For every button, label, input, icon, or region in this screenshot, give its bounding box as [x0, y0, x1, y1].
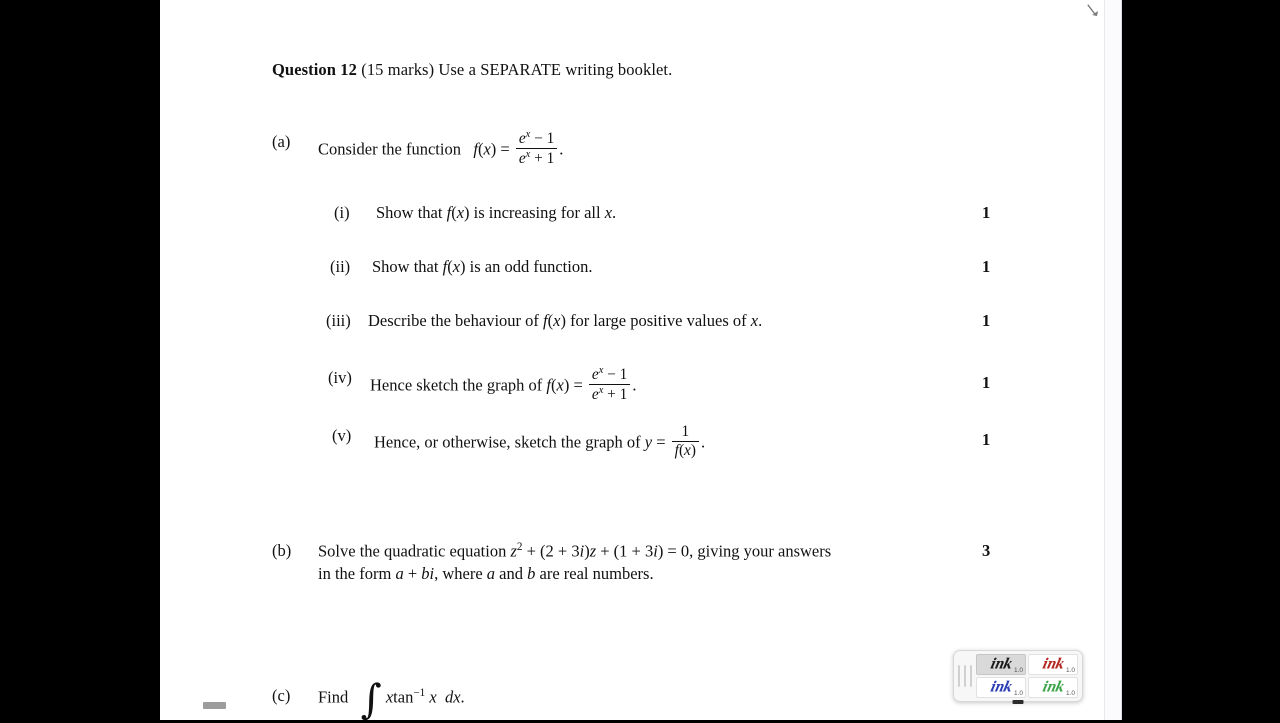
marks-a-i: 1	[982, 203, 991, 222]
part-a-v-label: (v)	[332, 426, 352, 445]
part-c	[272, 674, 465, 723]
part-a-iv-label: (iv)	[328, 368, 352, 387]
ink-swatch-blue-size: 1.0	[1013, 689, 1023, 697]
part-a-ii	[330, 257, 592, 277]
ink-swatch-green-size: 1.0	[1065, 689, 1075, 697]
marks-b: 3	[982, 541, 991, 560]
ink-swatch-black-size: 1.0	[1013, 666, 1023, 674]
part-b-line2-text: in the form a + bi, where a and b are real numbers.	[318, 564, 654, 583]
ink-swatch-red[interactable]	[1028, 654, 1078, 675]
marks-a-iii: 1	[982, 311, 991, 330]
part-a-i-label: (i)	[334, 203, 350, 222]
cursor-icon	[1086, 2, 1102, 20]
question-heading	[272, 60, 672, 80]
part-b-line2	[318, 564, 654, 584]
question-heading-rest: (15 marks) Use a SEPARATE writing booklet.	[361, 60, 673, 79]
part-a-iii-label: (iii)	[326, 311, 351, 330]
integral-icon: ∫	[360, 674, 382, 723]
document-page	[160, 0, 1104, 723]
part-a-v-text: Hence, or otherwise, sketch the graph of y = $\frac{1}{f(x)}$ .	[374, 423, 706, 460]
ink-swatch-red-label: ink	[1040, 655, 1066, 673]
part-a-ii-text: Show that f(x) is an odd function.	[372, 257, 593, 276]
part-a-label: (a)	[272, 132, 291, 151]
part-a-text: Consider the function f(x) = $\frac{e^x - 1}{e^x + 1}$ .	[318, 129, 564, 168]
question-heading-bold: Question 12	[272, 60, 357, 79]
question-content	[160, 0, 1104, 723]
part-c-label: (c)	[272, 686, 291, 705]
part-b	[272, 541, 831, 562]
marks-a-iv: 1	[982, 373, 991, 392]
part-a-iii	[326, 311, 762, 331]
part-a-i	[334, 203, 616, 223]
part-a-iv	[328, 365, 637, 405]
ink-swatch-green-label: ink	[1040, 678, 1066, 696]
part-a-iii-text: Describe the behaviour of f(x) for large positive values of x.	[368, 311, 763, 330]
part-c-text: Find ∫ xtan$^{-1}$ x dx.	[318, 674, 465, 723]
part-a	[272, 129, 564, 169]
ink-swatch-blue-label: ink	[988, 678, 1014, 696]
ink-swatch-red-size: 1.0	[1065, 666, 1075, 674]
ink-swatch-black[interactable]	[976, 654, 1026, 675]
part-a-ii-label: (ii)	[330, 257, 351, 276]
part-a-iv-text: Hence sketch the graph of f(x) = $\frac{e^x - 1}{e^x + 1}$ .	[370, 365, 637, 404]
part-b-text: Solve the quadratic equation $z^2 + (2 + 3i)z + (1 + 3i) = 0$, giving your answers	[318, 541, 832, 561]
toolbar-notch	[1013, 700, 1024, 704]
marks-a-v: 1	[982, 430, 991, 449]
vertical-scrollbar-track[interactable]	[1104, 0, 1122, 720]
part-b-label: (b)	[272, 541, 292, 560]
marks-a-ii: 1	[982, 257, 991, 276]
ink-swatch-green[interactable]	[1028, 677, 1078, 698]
fraction-f-of-x-iv: $\frac{e^x - 1}{e^x + 1}$	[589, 366, 630, 403]
part-a-v	[332, 423, 706, 461]
ink-toolbar[interactable]	[953, 650, 1083, 702]
page-drag-handle[interactable]	[203, 702, 226, 709]
ink-swatch-blue[interactable]	[976, 677, 1026, 698]
part-a-i-text: Show that f(x) is increasing for all x.	[376, 203, 617, 222]
fraction-one-over-f: $\frac{1}{f(x)}$	[672, 424, 699, 459]
ink-swatch-black-label: ink	[988, 655, 1014, 673]
fraction-f-of-x: $\frac{e^x - 1}{e^x + 1}$	[516, 130, 557, 167]
ink-swatch-grid	[976, 654, 1078, 698]
drag-handle-icon[interactable]	[958, 663, 972, 689]
